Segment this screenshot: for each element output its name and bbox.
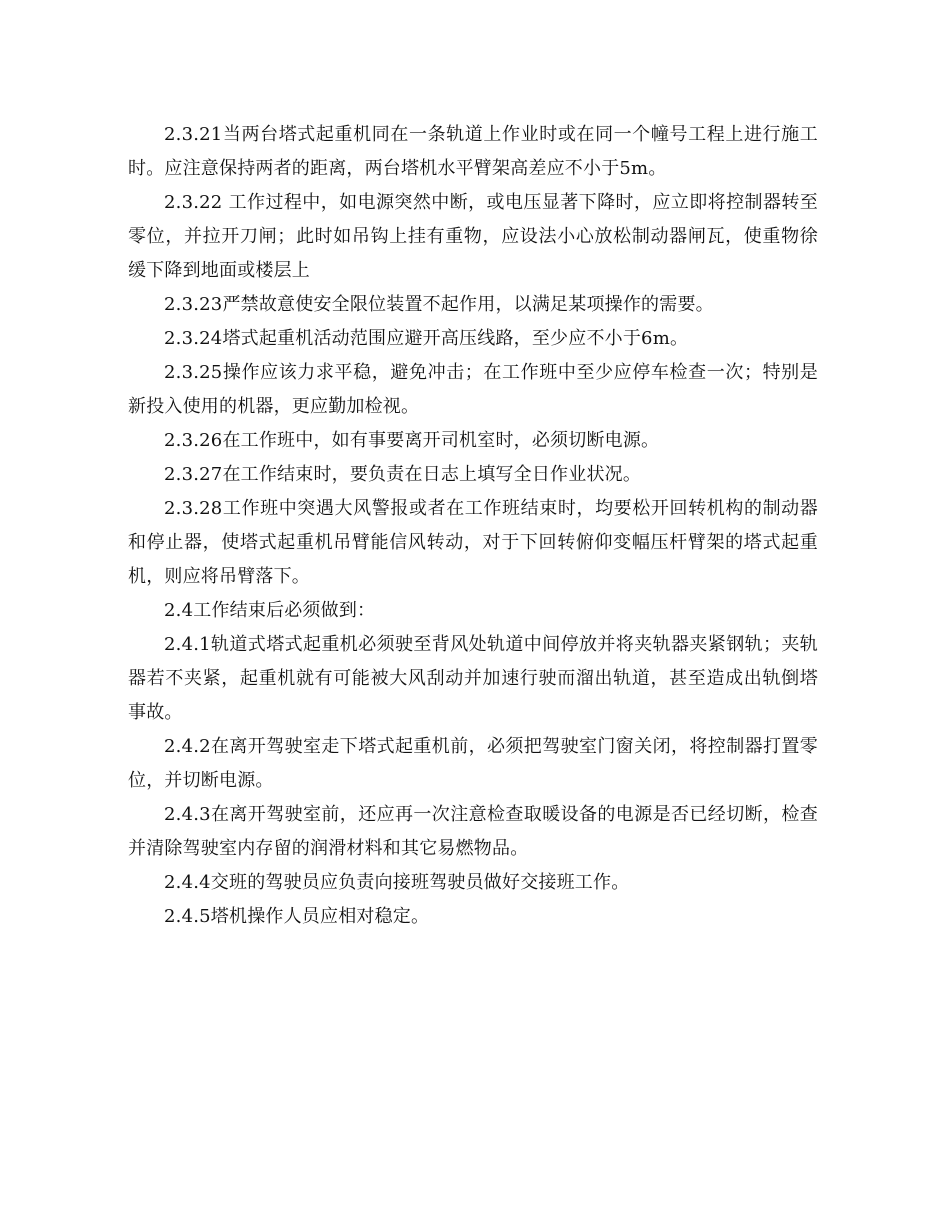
- paragraph-2-4-2: 2.4.2在离开驾驶室走下塔式起重机前，必须把驾驶室门窗关闭，将控制器打置零位，并切断电源。: [128, 736, 818, 791]
- paragraph-2-3-21: 2.3.21当两台塔式起重机同在一条轨道上作业时或在同一个幢号工程上进行施工时。应注意保持两者的距离，两台塔机水平臂架高差应不小于5m。: [128, 124, 818, 179]
- paragraph-2-4-heading: 2.4工作结束后必须做到：: [164, 600, 376, 621]
- paragraph-2-4-1: 2.4.1轨道式塔式起重机必须驶至背风处轨道中间停放并将夹轨器夹紧钢轨；夹轨器若不夹紧，起重机就有可能被大风刮动并加速行驶而溜出轨道，甚至造成出轨倒塔事故。: [128, 634, 818, 723]
- paragraph-2-3-27: 2.3.27在工作结束时，要负责在日志上填写全日作业状况。: [164, 464, 642, 485]
- document-body: [128, 118, 818, 934]
- paragraph-2-4-3: 2.4.3在离开驾驶室前，还应再一次注意检查取暖设备的电源是否已经切断，检查并清除驾驶室内存留的润滑材料和其它易燃物品。: [128, 804, 818, 859]
- paragraph-2-3-25: 2.3.25操作应该力求平稳，避免冲击；在工作班中至少应停车检查一次；特别是新投入使用的机器，更应勤加检视。: [128, 362, 818, 417]
- paragraph-2-4-4: 2.4.4交班的驾驶员应负责向接班驾驶员做好交接班工作。: [164, 872, 630, 893]
- paragraph-2-3-23: 2.3.23严禁故意使安全限位装置不起作用，以满足某项操作的需要。: [164, 294, 714, 315]
- paragraph-2-3-22: 2.3.22 工作过程中，如电源突然中断，或电压显著下降时，应立即将控制器转至零位，并拉开刀闸；此时如吊钩上挂有重物，应设法小心放松制动器闸瓦，使重物徐缓下降到地面或楼层上: [128, 192, 818, 281]
- paragraph-2-3-24: 2.3.24塔式起重机活动范围应避开高压线路，至少应不小于6m。: [164, 328, 689, 349]
- paragraph-2-4-5: 2.4.5塔机操作人员应相对稳定。: [164, 906, 430, 927]
- paragraph-2-3-28: 2.3.28工作班中突遇大风警报或者在工作班结束时，均要松开回转机构的制动器和停止器，使塔式起重机吊臂能信风转动，对于下回转俯仰变幅压杆臂架的塔式起重机，则应将吊臂落下。: [128, 498, 818, 587]
- paragraph-2-3-26: 2.3.26在工作班中，如有事要离开司机室时，必须切断电源。: [164, 430, 660, 451]
